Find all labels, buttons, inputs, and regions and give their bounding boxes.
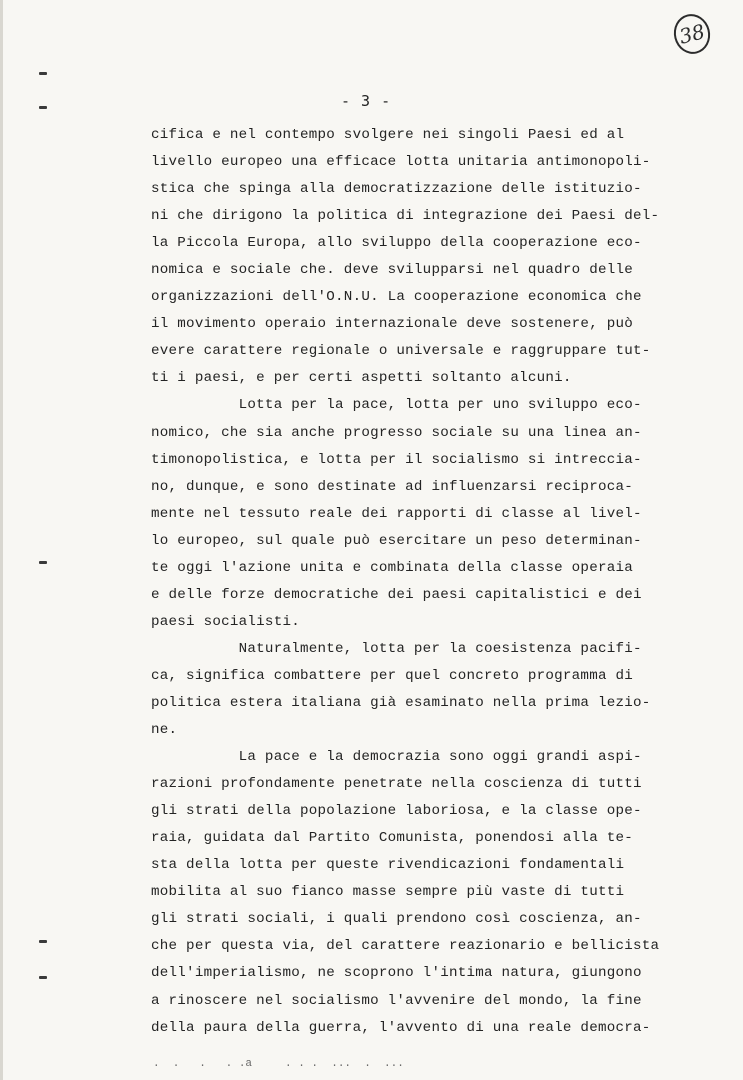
cut-off-footer-line: . . . . .a . . . ... . ... bbox=[153, 1058, 404, 1070]
text-line: che per questa via, del carattere reazionario e bellicista bbox=[151, 938, 660, 955]
page-number: - 3 - bbox=[341, 92, 392, 110]
text-line: te oggi l'azione unita e combinata della classe operaia bbox=[151, 559, 634, 576]
text-line: livello europeo una efficace lotta unitaria antimonopoli- bbox=[151, 154, 651, 171]
typewritten-body bbox=[151, 122, 681, 1042]
text-line: organizzazioni dell'O.N.U. La cooperazione economica che bbox=[151, 289, 642, 306]
text-line: raia, guidata dal Partito Comunista, ponendosi alla te- bbox=[151, 830, 634, 847]
text-line: mobilita al suo fianco masse sempre più vaste di tutti bbox=[151, 884, 625, 901]
text-line: timonopolistica, e lotta per il socialismo si intreccia- bbox=[151, 451, 642, 468]
binding-hole-mark bbox=[39, 72, 47, 75]
binding-hole-mark bbox=[39, 940, 47, 943]
text-line: no, dunque, e sono destinate ad influenzarsi reciproca- bbox=[151, 478, 634, 495]
text-line: razioni profondamente penetrate nella coscienza di tutti bbox=[151, 776, 642, 793]
text-line: la Piccola Europa, allo sviluppo della cooperazione eco- bbox=[151, 235, 642, 252]
text-line: La pace e la democrazia sono oggi grandi aspi- bbox=[151, 749, 642, 766]
text-line: evere carattere regionale o universale e raggruppare tut- bbox=[151, 343, 651, 360]
text-line: nomica e sociale che. deve svilupparsi nel quadro delle bbox=[151, 262, 634, 279]
text-line: della paura della guerra, l'avvento di una reale democra- bbox=[151, 1019, 651, 1036]
binding-hole-mark bbox=[39, 561, 47, 564]
text-line: dell'imperialismo, ne scoprono l'intima natura, giungono bbox=[151, 965, 642, 982]
text-line: ne. bbox=[151, 722, 178, 739]
text-line: a rinoscere nel socialismo l'avvenire del mondo, la fine bbox=[151, 992, 642, 1009]
text-line: mente nel tessuto reale dei rapporti di classe al livel- bbox=[151, 505, 642, 522]
text-line: politica estera italiana già esaminato nella prima lezio- bbox=[151, 694, 651, 711]
text-line: gli strati della popolazione laboriosa, e la classe ope- bbox=[151, 803, 642, 820]
text-line: e delle forze democratiche dei paesi capitalistici e dei bbox=[151, 586, 642, 603]
text-line: gli strati sociali, i quali prendono così coscienza, an- bbox=[151, 911, 642, 928]
text-line: stica che spinga alla democratizzazione delle istituzio- bbox=[151, 181, 642, 198]
handwritten-page-number: 38 bbox=[670, 10, 715, 58]
text-line: nomico, che sia anche progresso sociale su una linea an- bbox=[151, 424, 642, 441]
text-line: ti i paesi, e per certi aspetti soltanto alcuni. bbox=[151, 370, 572, 387]
text-line: cifica e nel contempo svolgere nei singoli Paesi ed al bbox=[151, 127, 625, 143]
binding-hole-mark bbox=[39, 976, 47, 979]
text-line: sta della lotta per queste rivendicazioni fondamentali bbox=[151, 857, 625, 874]
text-line: Lotta per la pace, lotta per uno sviluppo eco- bbox=[151, 397, 642, 414]
text-line: Naturalmente, lotta per la coesistenza pacifi- bbox=[151, 640, 642, 657]
text-line: ca, significa combattere per quel concreto programma di bbox=[151, 667, 634, 684]
text-line: ni che dirigono la politica di integrazione dei Paesi del- bbox=[151, 208, 660, 225]
text-line: paesi socialisti. bbox=[151, 613, 300, 630]
text-line: il movimento operaio internazionale deve sostenere, può bbox=[151, 316, 634, 333]
binding-hole-mark bbox=[39, 106, 47, 109]
text-line: lo europeo, sul quale può esercitare un peso determinan- bbox=[151, 532, 642, 549]
